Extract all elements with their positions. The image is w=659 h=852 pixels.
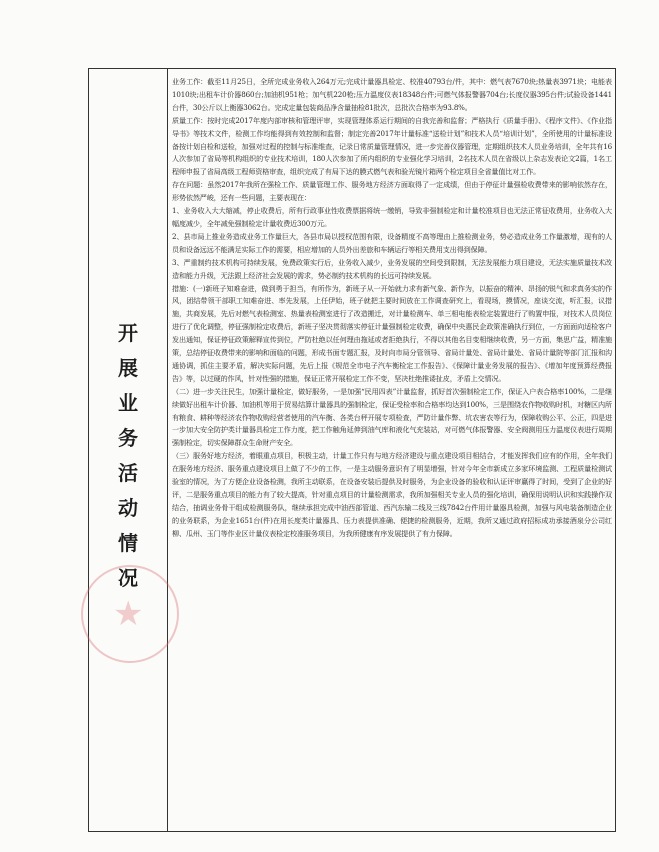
title-char: 业 [118,391,138,415]
paragraph-problems-intro: 存在问题：虽然2017年我所在强检工作、质量管理工作、服务地方经济方面取得了一定成绩，但由于停征计量强检收费带来的影响依然存在，形势依然严峻，还有一些问题，主要表现在： [172,180,612,203]
content-body [172,76,612,541]
paragraph-problem-1: 1、业务收入大大缩减，停止收费后，所有行政事业性收费票据将统一缴销，导致非强制检定和计量校准项目也无法正常征收费用，业务收入大幅度减少，全年减免强制检定计量收费近300万元。 [172,206,612,228]
title-char: 情 [118,531,138,555]
paragraph-problem-2: 2、县市局上推业务造成业务工作量巨大，各县市局以授权范围有限，设备精度不高等理由上推检测业务，势必造成业务工作量激增，现有的人员和设备远远不能满足实际工作的需要，相应增加的人员外出差旅和车辆运行等相关费用支出得到保障。 [172,231,612,254]
title-char: 动 [118,496,138,520]
official-seal-stamp [81,565,179,663]
paragraph-problem-3: 3、严重制约技术机构可持续发展，免费政策实行后，业务收入减少，业务发展的空间受到限制，无法发展能力项目建设，无法实施质量技术改造和能力升级，无法跟上经济社会发展的需求，势必制约技术机构的长远可持续发展。 [172,257,612,280]
title-char: 展 [118,356,138,380]
title-char: 务 [118,426,138,450]
title-char: 况 [118,566,138,590]
paragraph-measures-2: （二）进一步关注民生，加强计量检定，做好服务，一是加强“民用四表”计量监督，抓好首次强制检定工作，保证入户表合格率100%，二是继续做好出租车计价器、加油机等用于贸易结算计量器具的强制检定，保证受检率和合格率均达到100%，三是围绕农作物收购时机，对糖区内所有粮食、耕种等经济农作物收购经营者使用的汽车衡、各类台秤开展专项检查，严防计量作弊、坑农害农等行为，保障收购公平、公正，四是进一步加大安全防护类计量器具检定工作力度，把工作触角延伸到油气库和液化气充装站，对可燃气体报警器、安全阀测用压力温度仪表进行周期强制检定，切实保障群众生命财产安全。 [172,386,612,448]
seal-star-icon: ★ [113,594,144,634]
paragraph-business-work: 业务工作：截至11月25日，全所完成业务收入264万元;完成计量器具检定、校准40793台/件，其中：燃气表7670块;热量表3971块；电能表1010块;出租车计价器860台;加油机951枪；加气机220枪;压力温度仪表18348台件;可燃气体报警器704台;长度仪器395台件;试验设备1441台件，30公斤以上衡器3062台。完成定量包装商品净含量抽检81批次，总批次合格率为93.8%。 [172,77,612,112]
title-char: 开 [118,321,138,345]
paragraph-measures-1: 措施：(一)新班子知难奋进，做到勇于担当，有所作为，新班子从一开始就力求有新气象、新作为，以振奋的精神、昂扬的锐气和求真务实的作风，团结带领干部职工知难奋进、率先发展，上任伊始，班子就把主要时间放在工作调查研究上，看现场，摸情况，座谈交流，听汇报，议措施，共商发展，先后对燃气表检测室、热量表检测室进行了改造搬迁，对计量检测车、单三相电能表检定装置进行了购置申报，对技术人员岗位进行了优化调整，停征强制检定收费后，新班子坚决贯彻落实停征计量强制检定收费，确保中央惠民企政策准确执行到位，一方面面向适检客户发出通知，保证停征政策解释宣传到位，严防杜绝以任何理由拖延或者拒绝执行，不得以其他名目变相继续收费，另一方面，集思广益，精准施策，总结停征收费带来的影响和面临的问题，形成书面专题汇报，及时向市局分管领导、省局计量处、省局计量处、省局计量院等部门汇报和沟通协调，抓住主要矛盾，解决实际问题，先后上报《规范全市电子汽车衡检定工作报告》、《保障计量业务发展的报告》、《增加年度预算经费报告》等，以过硬的作风，针对性强的措施，保证正常开展检定工作不变，坚决杜绝推诿扯皮，矛盾上交情况。 [172,283,612,383]
title-char: 活 [118,461,138,485]
section-title-vertical [112,322,144,589]
paragraph-quality-work: 质量工作：按时完成2017年度内部审核和管理评审，实现管理体系运行期间的自我完善和监督；严格执行《质量手册》、《程序文件》、《作业指导书》等技术文件，检测工作均能得到有效控制和监督；制定完善2017年计量标准“送检计划”和技术人员“培训计划”，全所使用的计量标准设备按计划自检和送检，加强对过程的控制与标准维查，记录日常质量管理情况，进一步完善仪器管理，定期组织技术人员业务培训，全年共有16人次参加了省局等机构组织的专业技术培训，180人次参加了所内组织的专业强化学习培训，2名技术人员在省级以上杂志发表论文2篇，1名工程师申报了省局高级工程师资格审查，组织完成了有局下达的膜式燃气表和验光镜片箱两个检定项目全省量值比对工作。 [172,115,612,177]
paragraph-measures-3: （三）服务好地方经济，着眼重点项目，积极主动，计量工作只有与地方经济建设与重点建设项目相结合，才能发挥我们应有的作用，全年我们在服务地方经济、服务重点建设项目上做了不少的工作，一是主动服务意识有了明显增强，针对今年全市新成立多家环境监测、工程质量检测试验室的情况，为了方便企业设备检测，我所主动联系，在设备安装后提供及时服务，为企业设备的验收和认证评审赢得了时间，受到了企业的好评，二是服务重点项目的能力有了较大提高，针对重点项目的计量检测需求，我所加强相关专业人员的强化培训，确保用说明认识和实践操作双结合，抽调业务骨干组成检测服务队，继续承担完成中油西部管道、西汽东输二线及三线7842台件用计量器具检测，加强与风电装备制造企业的业务联系，为企业1651台(件)在用长度类计量器具、压力表提供准确、便捷的检测服务，近期，我所又通过政府招标成功承接酒泉分公司红柳、瓜州、玉门等作业区计量仪表检定校准服务项目，为我所健康有序发展提供了有力保障。 [172,451,612,538]
